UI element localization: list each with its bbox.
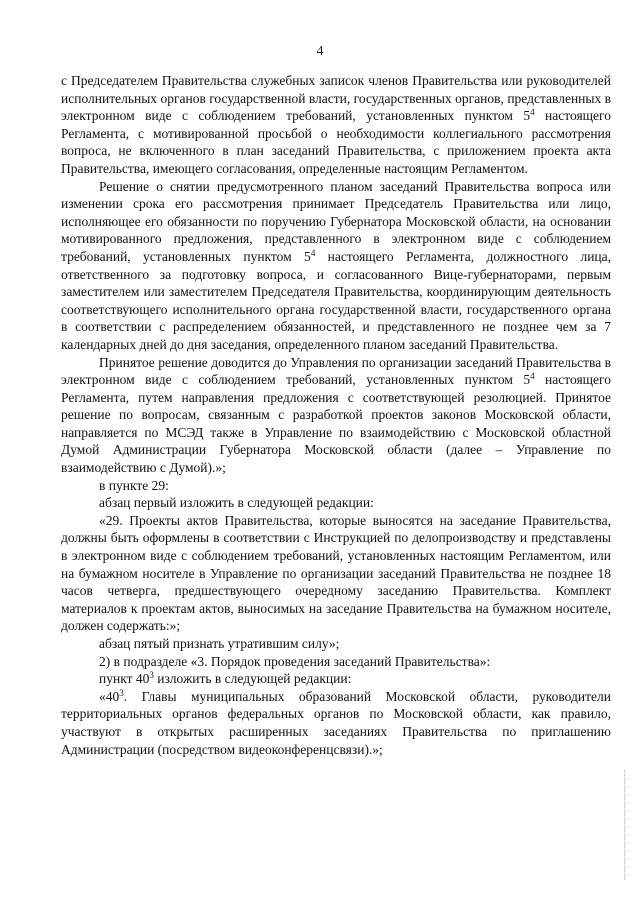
text-run: с Председателем Правительства служебных записок членов Правительства или руководителей исполнительных органов государственной власти, государственных органов, представленных в электронном виде с соблюдением требований, установленных пунктом 5: [61, 73, 611, 124]
superscript: 4: [530, 107, 535, 118]
text-run: настоящего Регламента, путем направления предложения с соответствующей резолюцией. Принятое решение по вопросам, связанным с разработкой проектов законов Московской области, направляется по МСЭД также в Управление по взаимодействию с Московской областной Думой Администрации Губернатора Московской области (далее – Управление по взаимодействию с Думой).»;: [61, 372, 611, 476]
text-run: «29. Проекты актов Правительства, которые выносятся на заседание Правительства, должны быть оформлены в соответствии с Инструкцией по делопроизводству и представлены в электронном виде с соблюдением требований, установленных настоящим Регламентом, или на бумажном носителе в Управление по организации заседаний Правительства не позднее 18 часов четверга, предшествующего очередному заседанию Правительства. Комплект материалов к проектам актов, выносимых на заседание Правительства на бумажном носителе, должен содержать:»;: [61, 512, 611, 634]
text-run: Принятое решение доводится до Управления по организации заседаний Правительства в электронном виде с соблюдением требований, установленных пунктом 5: [61, 354, 611, 388]
text-run: настоящего Регламента, должностного лица, ответственного за подготовку вопроса, и согласованного Вице-губернаторами, первым заместителем или заместителем Председателя Правительства, координирующим деятельность соответствующего исполнительного органа государственной власти, государственного органа в соответствии с распределением обязанностей, и представленного не позднее чем за 7 календарных дней до дня заседания, определенного планом заседаний Правительства.: [61, 248, 612, 352]
paragraph: [61, 494, 611, 512]
page-number: 4: [316, 44, 324, 59]
paragraph: [61, 477, 611, 495]
text-run: «40: [99, 688, 120, 704]
superscript: 3: [149, 670, 154, 681]
text-run: 2) в подразделе «3. Порядок проведения заседаний Правительства»:: [99, 653, 491, 669]
text-run: абзац первый изложить в следующей редакции:: [99, 495, 374, 511]
scan-edge-mark: [624, 770, 633, 880]
paragraph: [61, 72, 611, 178]
text-run: в пункте 29:: [99, 477, 169, 493]
text-run: настоящего Регламента, с мотивированной просьбой о необходимости коллегиального рассмотрения вопроса, не включенного в план заседаний Правительства, с приложением проекта акта Правительства, имеющего согласования, определенные настоящим Регламентом.: [61, 108, 611, 176]
paragraph: [61, 670, 611, 688]
document-body: [61, 72, 611, 758]
text-run: Решение о снятии предусмотренного планом заседаний Правительства вопроса или изменении срока его рассмотрения принимает Председатель Правительства или лицо, исполняющее его обязанности по поручению Губернатора Московской области, на основании мотивированного предложения, представленного в электронном виде с соблюдением требований, установленных пунктом 5: [61, 178, 611, 264]
text-run: пункт 40: [99, 671, 150, 687]
paragraph: [61, 512, 611, 635]
paragraph: [61, 635, 611, 653]
paragraph: [61, 178, 611, 354]
text-run: абзац пятый признать утратившим силу»;: [99, 636, 340, 651]
paragraph: [61, 354, 611, 477]
text-run: . Главы муниципальных образований Московской области, руководители территориальных органов федеральных органов по Московской области, как правило, участвуют в открытых расширенных заседаниях Правительства по приглашению Администрации (посредством видеоконференцсвязи).»;: [61, 688, 611, 757]
superscript: 4: [310, 247, 316, 258]
paragraph: [61, 653, 611, 671]
text-run: изложить в следующей редакции:: [153, 671, 352, 687]
superscript: 3: [119, 687, 124, 698]
paragraph: [61, 688, 611, 758]
superscript: 4: [530, 371, 535, 382]
